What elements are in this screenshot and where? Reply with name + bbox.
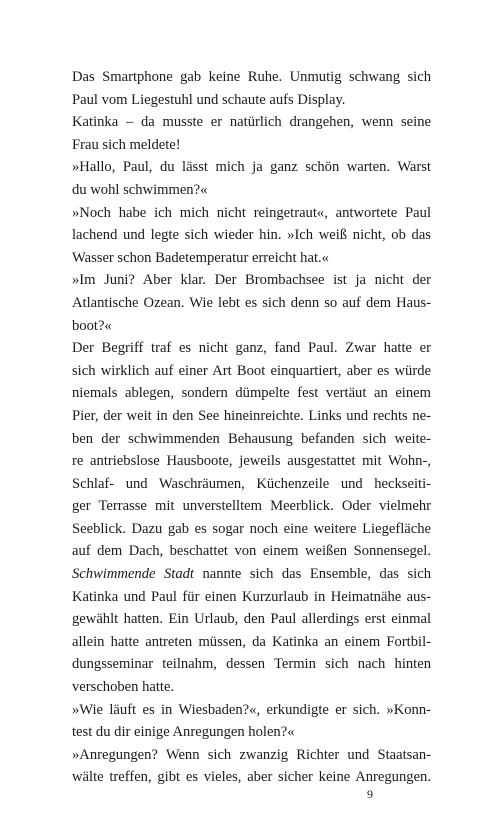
text-line: gewählt hatten. Ein Urlaub, den Paul allerdings erst einmal (72, 611, 431, 628)
text-line: du wohl schwimmen?« (72, 181, 208, 198)
text-line: sich wirklich auf einer Art Boot einquartiert, aber es würde (72, 362, 431, 379)
paragraph (53, 111, 431, 156)
text-line: »Anregungen? Wenn sich zwanzig Richter und Staatsan- (72, 746, 431, 763)
line-text: nannte sich das Ensemble, das sich (193, 566, 431, 583)
paragraph (53, 744, 431, 789)
text-line: Das Smartphone gab keine Ruhe. Unmutig schwang sich (72, 69, 431, 85)
text-line: Seeblick. Dazu gab es sogar noch eine weitere Liegefläche (72, 520, 431, 537)
text-line: Paul vom Liegestuhl und schaute aufs Display. (72, 91, 346, 108)
italic-title: Schwimmende Stadt (72, 566, 194, 583)
text-line: ben der schwimmenden Behausung befanden sich weite- (72, 430, 431, 447)
text-line: verschoben hatte. (72, 679, 175, 696)
text-line: Atlantische Ozean. Wie lebt es sich denn so auf dem Haus- (72, 294, 431, 311)
text-line: allein hatte antreten müssen, da Katinka an einem Fortbil- (72, 633, 431, 650)
paragraph (53, 156, 431, 201)
text-line: niemals ablegen, sondern dümpelte fest vertäut an einem (72, 385, 431, 402)
text-line: re antriebslose Hausboote, jeweils ausgestattet mit Wohn-, (72, 453, 431, 470)
text-line: »Im Juni? Aber klar. Der Brombachsee ist ja nicht der (72, 272, 431, 289)
text-line: Der Begriff traf es nicht ganz, fand Paul. Zwar hatte er (72, 340, 431, 357)
text-line: test du dir einige Anregungen holen?« (72, 724, 295, 741)
text-line: wälte treffen, gibt es vieles, aber sicher keine Anregungen. (72, 769, 431, 786)
page-number: 9 (367, 787, 373, 801)
paragraph (53, 269, 431, 337)
text-line: »Hallo, Paul, du lässt mich ja ganz schön warten. Warst (72, 159, 431, 176)
paragraph (53, 337, 431, 699)
paragraph (53, 699, 431, 744)
paragraph (53, 66, 431, 111)
paragraph (53, 202, 431, 270)
text-line: Wasser schon Badetemperatur erreicht hat.« (72, 249, 329, 266)
text-line: boot?« (72, 317, 112, 334)
text-line: auf dem Dach, beschattet von einem weißen Sonnensegel. (72, 543, 431, 560)
body-text (53, 66, 431, 789)
text-line: »Noch habe ich mich nicht reingetraut«, antwortete Paul (72, 204, 431, 221)
text-line: »Wie läuft es in Wiesbaden?«, erkundigte er sich. »Konn- (72, 701, 431, 718)
text-line: Schlaf- und Waschräumen, Küchenzeile und heckseiti- (72, 475, 431, 492)
text-line: Katinka und Paul für einen Kurzurlaub in Heimatnähe aus- (72, 588, 431, 605)
text-line: lachend und legte sich wieder hin. »Ich weiß nicht, ob das (72, 227, 431, 244)
text-line: dungsseminar teilnahm, dessen Termin sich nach hinten (72, 656, 431, 673)
text-line (53, 563, 431, 586)
text-line: Frau sich meldete! (72, 136, 181, 153)
text-line: Katinka – da musste er natürlich drangehen, wenn seine (72, 114, 431, 131)
text-line: Pier, der weit in den See hineinreichte. Links und rechts ne- (72, 407, 431, 424)
text-line: ger Terrasse mit unverstelltem Meerblick. Oder vielmehr (72, 498, 431, 515)
